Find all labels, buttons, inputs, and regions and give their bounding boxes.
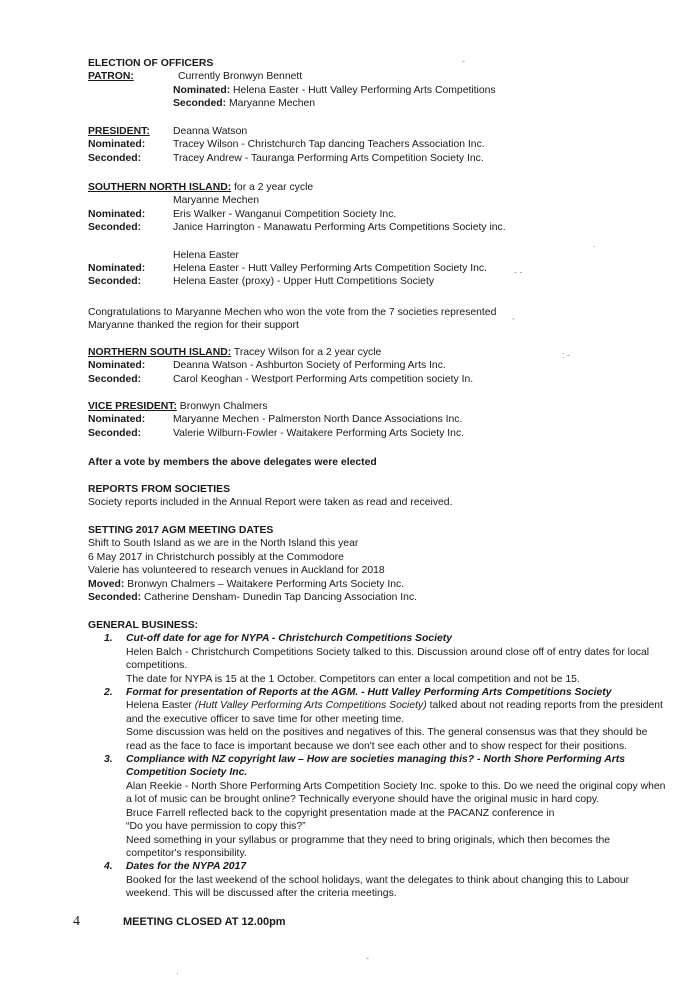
- sni-congrats-line1: Congratulations to Maryanne Mechen who won the vote from the 7 societies represented: [88, 307, 497, 318]
- nsi-suffix: Tracey Wilson for a 2 year cycle: [231, 347, 382, 358]
- vp-seconded-value: Valerie Wilburn-Fowler - Waitakere Performing Arts Society Inc.: [173, 427, 465, 439]
- gb-item-4-line1: Booked for the last weekend of the school holidays, want the delegates to think about changing this to Labour weekend. This will be discussed after the criteria meetings.: [126, 874, 630, 900]
- agm-moved-value: Bronwyn Chalmers – Waitakere Performing Arts Society Inc.: [127, 578, 405, 590]
- page-number: 4: [73, 914, 80, 929]
- sni-section: [88, 181, 678, 289]
- nsi-nominated-value: Deanna Watson - Ashburton Society of Performing Arts Inc.: [173, 360, 446, 372]
- patron-value: Currently Bronwyn Bennett: [178, 71, 303, 83]
- vp-label: VICE PRESIDENT:: [88, 401, 177, 412]
- sni-c1-nominated-value: Eris Walker - Wanganui Competition Society Inc.: [173, 208, 397, 220]
- nsi-seconded-value: Carol Keoghan - Westport Performing Arts competition society In.: [173, 373, 474, 385]
- gb-item-1-title: Cut-off date for age for NYPA - Christchurch Competitions Society: [126, 633, 452, 645]
- vp-heading: [88, 400, 678, 413]
- gb-item-2-lead-society: (Hutt Valley Performing Arts Competitions Society): [194, 700, 427, 712]
- sni-c1-seconded-label: Seconded:: [88, 222, 142, 234]
- vp-suffix: Bronwyn Chalmers: [176, 401, 268, 412]
- gb-item-2-lead-rest: talked about not reading reports from the president and the executive officer to save time for other meeting time.: [126, 700, 663, 725]
- general-heading: GENERAL BUSINESS:: [88, 620, 199, 631]
- gb-item-2-title: Format for presentation of Reports at the AGM. - Hutt Valley Performing Arts Competitions Society: [126, 687, 612, 699]
- patron-seconded: [88, 97, 678, 110]
- sni-congrats: [88, 306, 678, 333]
- gb-item-3-line1: Alan Reekie - North Shore Performing Arts Competition Society Inc. spoke to this. Do we need the original copy when a lot of music can be brought online? Technically everyone should have the original music in hard copy.: [126, 780, 666, 806]
- sni-c2-seconded-row: [88, 275, 678, 288]
- agm-line1: Shift to South Island as we are in the North Island this year: [88, 538, 359, 550]
- patron-nominated-value: Helena Easter - Hutt Valley Performing Arts Competitions: [233, 84, 496, 96]
- gb-item-2: [88, 686, 668, 753]
- agm-moved: [88, 578, 678, 591]
- gb-item-1: [88, 632, 668, 686]
- president-row: [88, 125, 678, 138]
- agm-seconded-value: Catherine Densham- Dunedin Tap Dancing Association Inc.: [144, 592, 418, 604]
- sni-suffix: for a 2 year cycle: [231, 182, 314, 193]
- patron-nominated: [88, 84, 678, 97]
- gb-item-1-number: 1.: [104, 633, 113, 645]
- election-heading: ELECTION OF OFFICERS: [88, 58, 214, 69]
- general-business-section: [88, 619, 668, 901]
- sni-candidate1: Maryanne Mechen: [173, 195, 260, 207]
- president-nominated-value: Tracey Wilson - Christchurch Tap dancing Teachers Association Inc.: [173, 139, 485, 151]
- sni-label: SOUTHERN NORTH ISLAND:: [88, 182, 232, 193]
- vp-nominated-value: Maryanne Mechen - Palmerston North Dance Associations Inc.: [173, 414, 463, 426]
- president-nominated-label: Nominated:: [88, 139, 146, 151]
- sni-c2-nominated-value: Helena Easter - Hutt Valley Performing Arts Competition Society Inc.: [173, 263, 487, 275]
- gb-item-2-lead-name: Helena Easter: [126, 700, 195, 712]
- nsi-heading: [88, 346, 678, 359]
- president-seconded-label: Seconded:: [88, 152, 142, 164]
- nsi-section: [88, 346, 678, 386]
- sni-c2-seconded-label: Seconded:: [88, 276, 142, 288]
- vp-section: [88, 400, 678, 440]
- sni-c1-nominated-row: [88, 208, 678, 221]
- nsi-seconded-row: [88, 373, 678, 386]
- sni-candidate2: Helena Easter: [173, 249, 239, 261]
- patron-seconded-value: Maryanne Mechen: [229, 98, 316, 110]
- scan-speck: -: [366, 953, 369, 963]
- gb-item-4: [88, 860, 668, 900]
- election-section: [88, 57, 678, 111]
- reports-heading: REPORTS FROM SOCIETIES: [88, 484, 231, 495]
- agm-line2: 6 May 2017 in Christchurch possibly at the Commodore: [88, 551, 344, 563]
- president-section: [88, 125, 678, 165]
- sni-c2-seconded-value: Helena Easter (proxy) - Upper Hutt Competitions Society: [173, 276, 435, 288]
- agm-moved-label: Moved:: [88, 578, 125, 590]
- president-seconded-value: Tracey Andrew - Tauranga Performing Arts Competition Society Inc.: [173, 152, 484, 164]
- patron-row: [88, 70, 678, 83]
- gb-item-3-line3: “Do you have permission to copy this?”: [126, 821, 306, 833]
- gb-item-3-line2: Bruce Farrell reflected back to the copyright presentation made at the PACANZ conference in: [126, 807, 555, 819]
- agm-section: [88, 524, 678, 604]
- sni-c2-nominated-label: Nominated:: [88, 263, 146, 275]
- reports-section: [88, 483, 678, 510]
- nsi-seconded-label: Seconded:: [88, 373, 142, 385]
- gb-item-4-number: 4.: [104, 861, 113, 873]
- sni-c2-nominated-row: [88, 262, 678, 275]
- vp-seconded-label: Seconded:: [88, 427, 142, 439]
- nsi-nominated-label: Nominated:: [88, 360, 146, 372]
- gb-item-3-title: Compliance with NZ copyright law – How are societies managing this? - North Shore Performing Arts Competition Society Inc.: [126, 754, 626, 779]
- nsi-nominated-row: [88, 359, 678, 372]
- vp-nominated-row: [88, 413, 678, 426]
- patron-nominated-label: Nominated:: [173, 84, 231, 96]
- gb-item-3-number: 3.: [104, 754, 113, 766]
- sni-c1-seconded-row: [88, 221, 678, 234]
- patron-seconded-label: Seconded:: [173, 98, 227, 110]
- meeting-closed: MEETING CLOSED AT 12.00pm: [123, 916, 286, 928]
- president-value: Deanna Watson: [173, 126, 248, 137]
- scan-speck: ˇ: [512, 317, 515, 327]
- reports-text: Society reports included in the Annual Report were taken as read and received.: [88, 497, 453, 509]
- gb-item-4-title: Dates for the NYPA 2017: [126, 861, 247, 873]
- gb-item-2-lead: [126, 699, 668, 726]
- agm-seconded: [88, 591, 678, 604]
- vp-nominated-label: Nominated:: [88, 414, 146, 426]
- agm-seconded-label: Seconded:: [88, 592, 142, 604]
- gb-item-2-line1: Some discussion was held on the positives and negatives of this. The general consensus was that they should be read as the face to face is important because we don't see each other and to show respect for their positions.: [126, 727, 648, 752]
- agm-heading: SETTING 2017 AGM MEETING DATES: [88, 525, 274, 536]
- sni-congrats-line2: Maryanne thanked the region for their support: [88, 320, 299, 332]
- president-nominated-row: [88, 138, 678, 151]
- vote-note: After a vote by members the above delegates were elected: [88, 457, 377, 468]
- scan-speck: - -: [514, 267, 523, 277]
- scan-speck: ·: [593, 241, 596, 251]
- agm-line3: Valerie has volunteered to research venues in Auckland for 2018: [88, 565, 385, 577]
- vp-seconded-row: [88, 427, 678, 440]
- scan-speck: -: [462, 56, 465, 66]
- sni-heading: [88, 181, 678, 194]
- president-seconded-row: [88, 152, 678, 165]
- patron-label: PATRON:: [88, 71, 134, 83]
- gb-item-3-line4: Need something in your syllabus or programme that they need to bring originals, which then becomes the competitor's responsibility.: [126, 834, 611, 859]
- president-label: PRESIDENT:: [88, 126, 150, 137]
- sni-c1-nominated-label: Nominated:: [88, 208, 146, 220]
- gb-item-2-number: 2.: [104, 687, 113, 699]
- gb-item-3: [88, 753, 668, 860]
- sni-c1-seconded-value: Janice Harrington - Manawatu Performing Arts Competitions Society inc.: [173, 222, 506, 234]
- scan-speck: : -: [562, 350, 570, 360]
- gb-item-1-line1: Helen Balch - Christchurch Competitions Society talked to this. Discussion around close off of entry dates for local competitions.: [126, 646, 650, 672]
- nsi-label: NORTHERN SOUTH ISLAND:: [88, 347, 232, 358]
- gb-item-1-line2: The date for NYPA is 15 at the 1 October. Competitors can enter a local competition and not be 15.: [126, 673, 580, 685]
- scan-speck: ·: [176, 968, 179, 978]
